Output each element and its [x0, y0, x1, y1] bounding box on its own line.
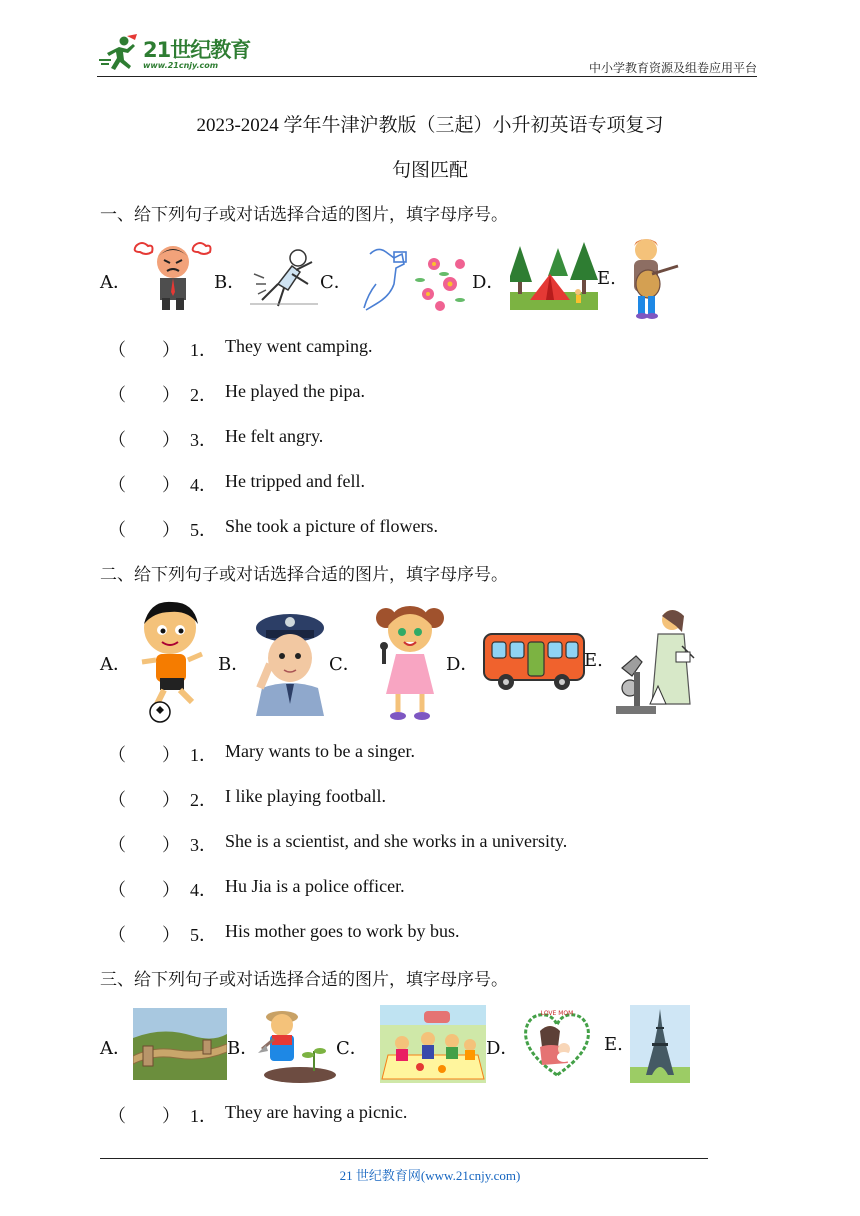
- answer-blank[interactable]: （ ）: [108, 475, 180, 495]
- s1-question-2: （ ） 2． He played the pipa.: [108, 381, 365, 405]
- singer-girl-icon: [372, 600, 448, 722]
- camping-tent-icon: [510, 242, 598, 310]
- mother-baby-icon: [520, 1005, 594, 1081]
- page-subtitle: 句图匹配: [391, 160, 468, 181]
- s1-option-e: E.: [597, 268, 616, 289]
- s1-option-b: B．: [214, 272, 246, 293]
- footer-text[interactable]: 21 世纪教育网(www.21cnjy.com): [339, 1168, 521, 1183]
- s2-option-d: D．: [446, 654, 479, 675]
- s1-option-d: D．: [472, 272, 505, 293]
- s2-option-a: A．: [100, 654, 131, 675]
- s3-option-a: A．: [100, 1038, 131, 1059]
- s1-question-4: （ ） 4． He tripped and fell.: [108, 471, 365, 495]
- answer-blank[interactable]: （ ）: [108, 385, 180, 405]
- header-divider: [97, 76, 757, 77]
- s1-question-5: （ ） 5． She took a picture of flowers.: [108, 516, 438, 540]
- s3-option-e: E.: [604, 1034, 623, 1055]
- s3-option-d: D．: [486, 1038, 519, 1059]
- s3-option-c: C．: [336, 1038, 368, 1059]
- pipa-player-icon: [626, 236, 682, 322]
- s2-question-1: （ ） 1． Mary wants to be a singer.: [108, 741, 415, 765]
- great-wall-icon: [133, 1008, 227, 1080]
- s1-question-1: （ ） 1． They went camping.: [108, 336, 373, 360]
- answer-blank[interactable]: （ ）: [108, 745, 180, 765]
- s2-question-5: （ ） 5． His mother goes to work by bus.: [108, 921, 460, 945]
- answer-blank[interactable]: （ ）: [108, 790, 180, 810]
- s2-question-3: （ ） 3． She is a scientist, and she works in a university.: [108, 831, 568, 855]
- s1-option-c: C．: [320, 272, 352, 293]
- answer-blank[interactable]: （ ）: [108, 340, 180, 360]
- camera-flowers-icon: [356, 244, 472, 314]
- bus-icon: [482, 632, 586, 692]
- love-mom-banner: LOVE MOM: [540, 1010, 574, 1017]
- logo-main-text: 21世纪教育: [143, 38, 251, 62]
- planting-boy-icon: [256, 1005, 336, 1083]
- page-header: [97, 34, 757, 82]
- site-logo: [97, 34, 250, 74]
- header-platform-text: 中小学教育资源及组卷应用平台: [588, 61, 757, 75]
- scientist-icon: [612, 606, 696, 720]
- page-title: 2023-2024 学年牛津沪教版（三起）小升初英语专项复习: [196, 115, 664, 136]
- section-1-heading: 一、给下列句子或对话选择合适的图片，填字母序号。: [100, 205, 508, 225]
- s3-option-b: B．: [227, 1038, 259, 1059]
- section-3-heading: 三、给下列句子或对话选择合适的图片，填字母序号。: [100, 970, 508, 990]
- section-2-heading: 二、给下列句子或对话选择合适的图片，填字母序号。: [100, 565, 508, 585]
- s2-question-4: （ ） 4． Hu Jia is a police officer.: [108, 876, 405, 900]
- answer-blank[interactable]: （ ）: [108, 520, 180, 540]
- football-boy-icon: [136, 598, 210, 724]
- answer-blank[interactable]: （ ）: [108, 880, 180, 900]
- logo-url-text: www.21cnjy.com: [143, 61, 219, 70]
- s2-option-c: C．: [329, 654, 361, 675]
- s2-option-e: E.: [584, 650, 603, 671]
- answer-blank[interactable]: （ ）: [108, 1106, 180, 1126]
- police-officer-icon: [252, 604, 326, 716]
- answer-blank[interactable]: （ ）: [108, 925, 180, 945]
- s2-option-b: B．: [218, 654, 250, 675]
- picnic-icon: [380, 1005, 486, 1083]
- angry-man-icon: [132, 240, 214, 312]
- falling-boy-icon: [248, 244, 320, 310]
- answer-blank[interactable]: （ ）: [108, 430, 180, 450]
- runner-logo-icon: [97, 34, 141, 74]
- footer-divider: [100, 1158, 708, 1159]
- s1-question-3: （ ） 3． He felt angry.: [108, 426, 324, 450]
- eiffel-tower-icon: [630, 1005, 690, 1083]
- s3-question-1: （ ） 1． They are having a picnic.: [108, 1102, 408, 1126]
- s1-option-a: A．: [100, 272, 131, 293]
- s2-question-2: （ ） 2． I like playing football.: [108, 786, 386, 810]
- answer-blank[interactable]: （ ）: [108, 835, 180, 855]
